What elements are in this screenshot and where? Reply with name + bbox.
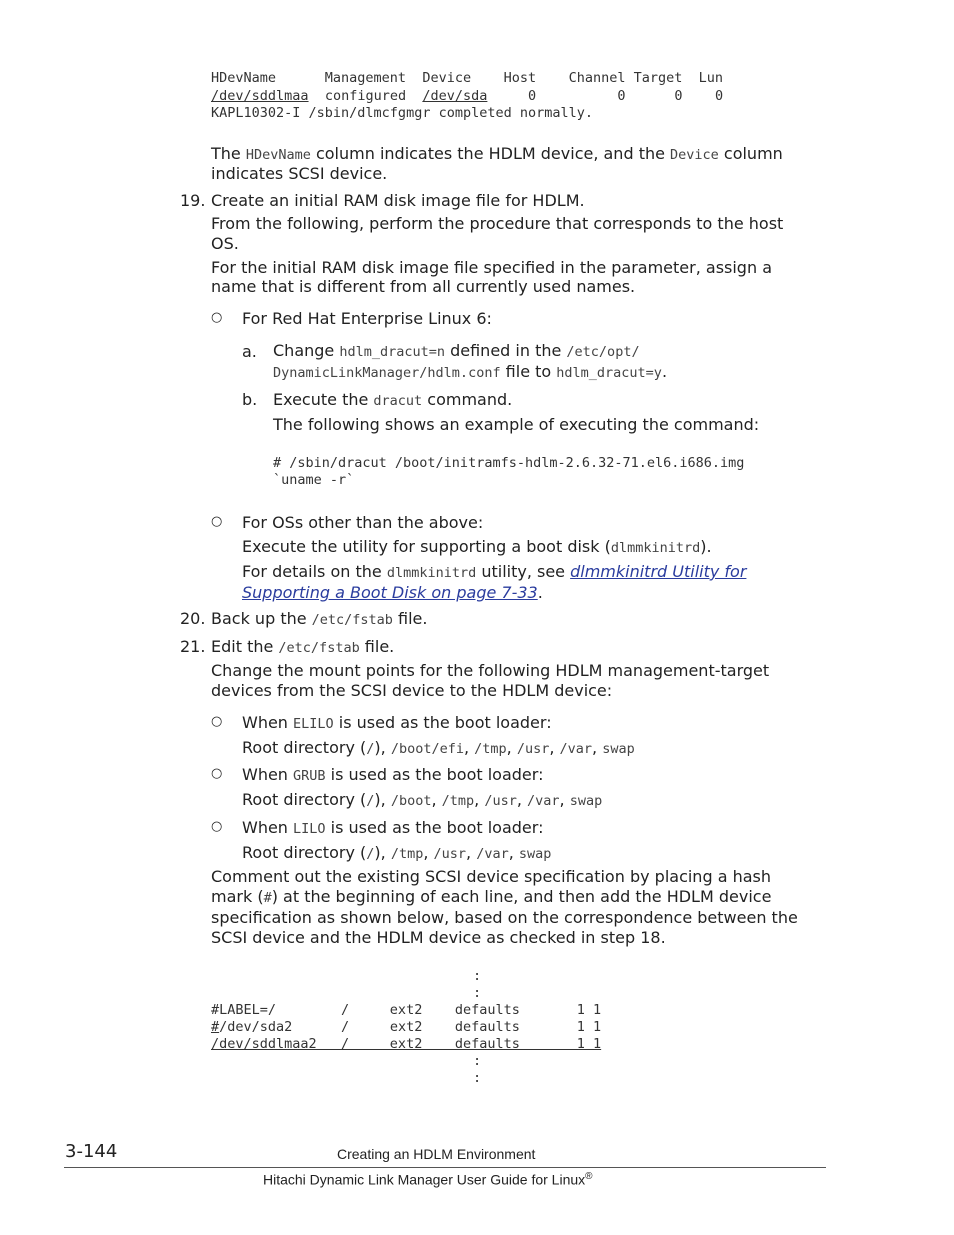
cross-reference-link[interactable]: dlmmkinitrd Utility for xyxy=(570,562,747,581)
bullet-icon: ○ xyxy=(211,514,223,529)
mount-points: Root directory (/), /boot/efi, /tmp, /usr, /var, swap xyxy=(242,738,635,757)
paragraph: For the initial RAM disk image file specified in the parameter, assign a xyxy=(211,258,772,277)
paragraph: specification as shown below, based on the correspondence between the xyxy=(211,908,798,927)
paragraph: name that is different from all currently used names. xyxy=(211,277,636,296)
step-number: 21. xyxy=(180,637,206,656)
footer-divider xyxy=(64,1167,826,1168)
step-number: 20. xyxy=(180,609,206,628)
output-row xyxy=(211,88,723,104)
book-title: Hitachi Dynamic Link Manager User Guide for Linux® xyxy=(263,1171,593,1188)
bullet-text: When GRUB is used as the boot loader: xyxy=(242,765,544,784)
page-number: 3-144 xyxy=(65,1141,118,1162)
substep-text: Execute the dracut command. xyxy=(273,390,513,409)
mount-points: Root directory (/), /tmp, /usr, /var, swap xyxy=(242,843,552,862)
bullet-text: When ELILO is used as the boot loader: xyxy=(242,713,552,732)
bullet-icon: ○ xyxy=(211,819,223,834)
paragraph: SCSI device and the HDLM device as checked in step 18. xyxy=(211,928,666,947)
paragraph: Change the mount points for the following HDLM management-target xyxy=(211,661,770,680)
output-header: HDevName Management Device Host Channel Target Lun xyxy=(211,70,724,86)
paragraph: devices from the SCSI device to the HDLM device: xyxy=(211,681,613,700)
substep-label: b. xyxy=(242,390,258,409)
paragraph: OS. xyxy=(211,234,239,253)
step-title: Edit the /etc/fstab file. xyxy=(211,637,395,656)
step-title: Back up the /etc/fstab file. xyxy=(211,609,428,628)
device-value: /dev/sda xyxy=(422,88,488,104)
bullet-icon: ○ xyxy=(211,310,223,325)
paragraph: Comment out the existing SCSI device specification by placing a hash xyxy=(211,867,771,886)
fstab-line: /dev/sddlmaa2 / ext2 defaults 1 1 xyxy=(211,1036,602,1052)
substep-text-line2: DynamicLinkManager/hdlm.conf file to hdlm_dracut=y. xyxy=(273,362,668,381)
fstab-line: #/dev/sda2 / ext2 defaults 1 1 xyxy=(211,1019,602,1035)
paragraph: For details on the dlmmkinitrd utility, see dlmmkinitrd Utility for xyxy=(242,562,747,581)
section-title: Creating an HDLM Environment xyxy=(337,1146,536,1162)
mount-points: Root directory (/), /boot, /tmp, /usr, /var, swap xyxy=(242,790,603,809)
fstab-line: #LABEL=/ / ext2 defaults 1 1 xyxy=(211,1002,602,1018)
ellipsis-colon: : xyxy=(473,1053,482,1069)
ellipsis-colon: : xyxy=(473,1070,482,1086)
ellipsis-colon: : xyxy=(473,985,482,1001)
step-title: Create an initial RAM disk image file for HDLM. xyxy=(211,191,585,210)
output-message: KAPL10302-I /sbin/dlmcfgmgr completed normally. xyxy=(211,105,594,121)
paragraph-line2: Supporting a Boot Disk on page 7-33. xyxy=(242,583,543,602)
substep-paragraph: The following shows an example of executing the command: xyxy=(273,415,760,434)
cross-reference-link[interactable]: Supporting a Boot Disk on page 7-33 xyxy=(242,583,538,602)
hdevname-value: /dev/sddlmaa xyxy=(211,88,309,104)
paragraph: mark (#) at the beginning of each line, and then add the HDLM device xyxy=(211,887,772,906)
bullet-text: For OSs other than the above: xyxy=(242,513,484,532)
code-line: # /sbin/dracut /boot/initramfs-hdlm-2.6.32-71.el6.i686.img xyxy=(273,455,745,471)
paragraph: Execute the utility for supporting a boot disk (dlmmkinitrd). xyxy=(242,537,712,556)
ellipsis-colon: : xyxy=(473,968,482,984)
substep-text: Change hdlm_dracut=n defined in the /etc/opt/ xyxy=(273,341,640,360)
management-value: configured xyxy=(324,88,407,104)
code-line: `uname -r` xyxy=(273,472,355,488)
hdevname-paragraph-line2: indicates SCSI device. xyxy=(211,164,388,183)
bullet-icon: ○ xyxy=(211,714,223,729)
hdevname-paragraph: The HDevName column indicates the HDLM device, and the Device column xyxy=(211,144,783,163)
bullet-icon: ○ xyxy=(211,766,223,781)
paragraph: From the following, perform the procedure that corresponds to the host xyxy=(211,214,784,233)
step-number: 19. xyxy=(180,191,206,210)
numeric-values: 0 0 0 0 xyxy=(528,88,724,104)
substep-label: a. xyxy=(242,342,257,361)
bullet-text: For Red Hat Enterprise Linux 6: xyxy=(242,309,492,328)
bullet-text: When LILO is used as the boot loader: xyxy=(242,818,544,837)
